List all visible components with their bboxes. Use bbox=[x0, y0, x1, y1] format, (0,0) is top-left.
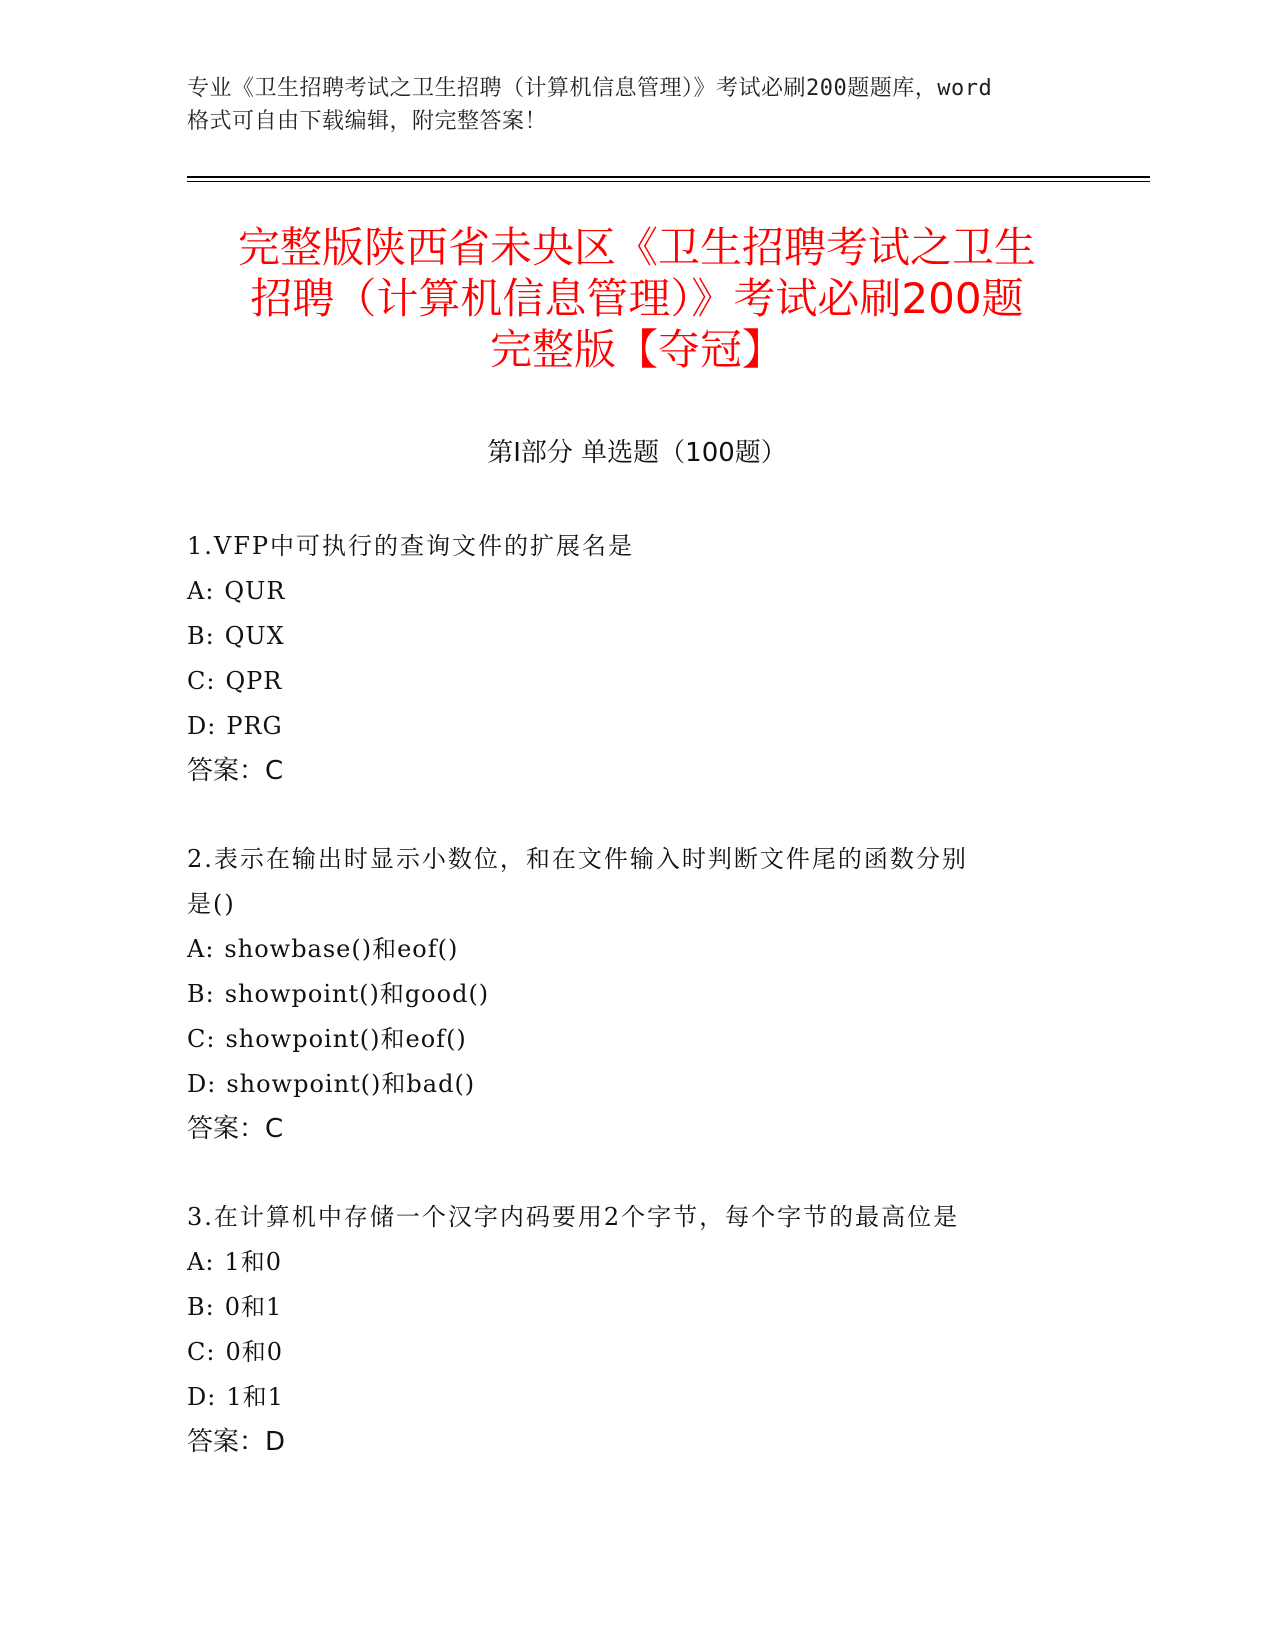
question-text-line1: 2.表示在输出时显示小数位，和在文件输入时判断文件尾的函数分别 bbox=[187, 845, 968, 873]
option-b bbox=[187, 1285, 1067, 1330]
document-title-line1: 完整版陕西省未央区《卫生招聘考试之卫生 bbox=[237, 223, 1036, 272]
option-key: B: bbox=[187, 622, 215, 650]
section-heading: 第Ⅰ部分 单选题（100题） bbox=[487, 438, 787, 468]
question-2 bbox=[187, 837, 1067, 1152]
option-text: showpoint()和good() bbox=[224, 980, 490, 1008]
option-c bbox=[187, 659, 1067, 704]
option-text: QUR bbox=[224, 577, 286, 605]
header-divider-thick bbox=[187, 176, 1150, 178]
option-text: 1和0 bbox=[224, 1248, 282, 1276]
option-c bbox=[187, 1330, 1067, 1375]
question-3 bbox=[187, 1195, 1067, 1465]
option-d bbox=[187, 704, 1067, 749]
option-d bbox=[187, 1375, 1067, 1420]
option-text: showbase()和eof() bbox=[224, 935, 459, 963]
option-text: 0和1 bbox=[224, 1293, 283, 1321]
option-key: B: bbox=[187, 980, 215, 1008]
option-key: A: bbox=[187, 577, 215, 605]
option-c bbox=[187, 1017, 1067, 1062]
option-text: 1和1 bbox=[226, 1383, 284, 1411]
option-text: QPR bbox=[225, 667, 283, 695]
option-text: showpoint()和eof() bbox=[225, 1025, 467, 1053]
option-a bbox=[187, 1240, 1067, 1285]
option-a bbox=[187, 927, 1067, 972]
option-key: A: bbox=[187, 935, 215, 963]
option-b bbox=[187, 972, 1067, 1017]
question-text: 3.在计算机中存储一个汉字内码要用2个字节，每个字节的最高位是 bbox=[187, 1203, 960, 1231]
option-text: QUX bbox=[224, 622, 285, 650]
option-key: A: bbox=[187, 1248, 215, 1276]
header-note-line2: 格式可自由下载编辑，附完整答案！ bbox=[187, 109, 548, 134]
option-a bbox=[187, 569, 1067, 614]
option-key: D: bbox=[187, 712, 217, 740]
question-list bbox=[187, 524, 1067, 1508]
option-d bbox=[187, 1062, 1067, 1107]
header-note bbox=[187, 72, 1087, 138]
header-divider-thin bbox=[187, 181, 1150, 182]
option-key: C: bbox=[187, 1025, 216, 1053]
option-text: 0和0 bbox=[225, 1338, 283, 1366]
answer: 答案：C bbox=[187, 1114, 284, 1144]
option-text: PRG bbox=[226, 712, 283, 740]
option-key: B: bbox=[187, 1293, 215, 1321]
question-text: 1.VFP中可执行的查询文件的扩展名是 bbox=[187, 532, 635, 560]
document-title bbox=[187, 222, 1087, 375]
header-note-line1: 专业《卫生招聘考试之卫生招聘（计算机信息管理）》考试必刷200题题库，word bbox=[187, 76, 993, 101]
option-key: D: bbox=[187, 1383, 217, 1411]
answer: 答案：D bbox=[187, 1427, 286, 1457]
option-text: showpoint()和bad() bbox=[226, 1070, 476, 1098]
option-key: C: bbox=[187, 1338, 216, 1366]
document-title-line2: 招聘（计算机信息管理）》考试必刷200题 bbox=[250, 274, 1024, 323]
question-1 bbox=[187, 524, 1067, 794]
option-key: D: bbox=[187, 1070, 217, 1098]
option-key: C: bbox=[187, 667, 216, 695]
option-b bbox=[187, 614, 1067, 659]
document-title-line3: 完整版【夺冠】 bbox=[489, 325, 784, 374]
answer: 答案：C bbox=[187, 756, 284, 786]
question-text-line2: 是() bbox=[187, 890, 236, 918]
